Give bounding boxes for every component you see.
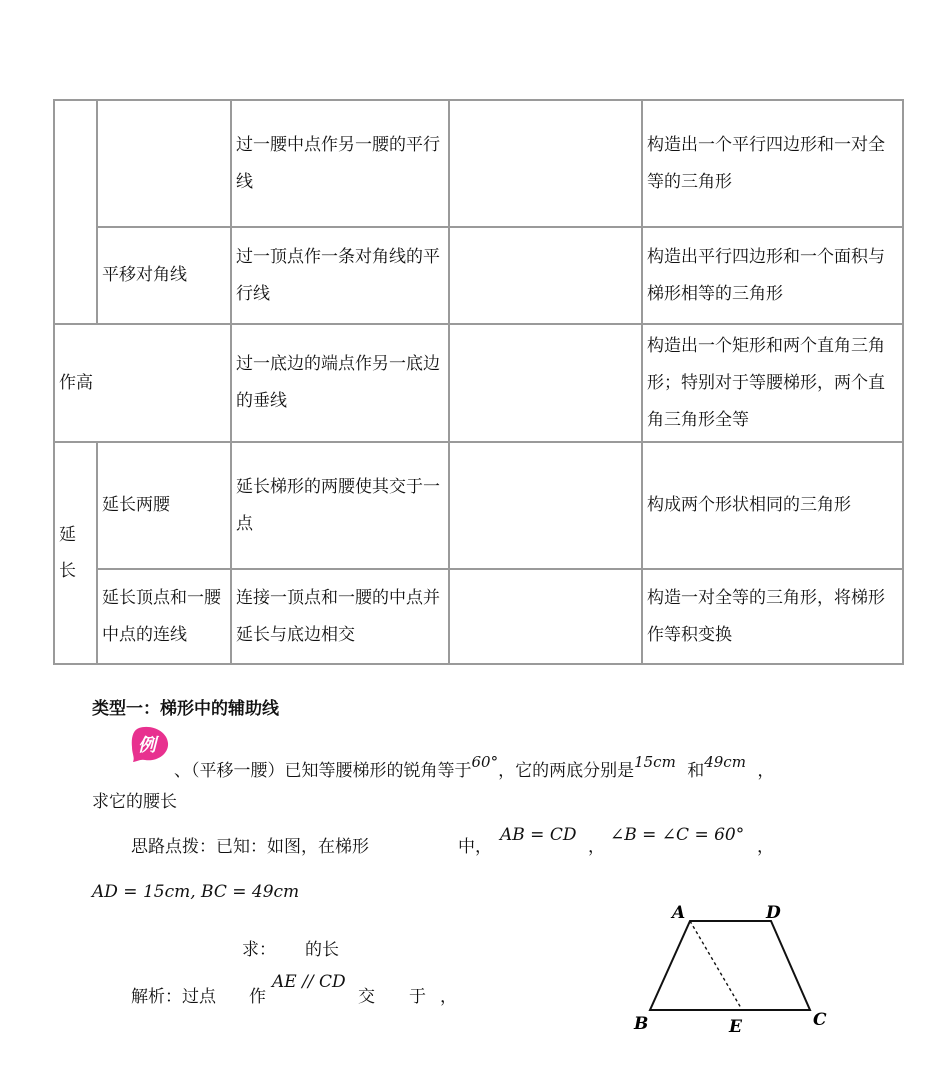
hint-eq3: AD = 15cm, BC = 49cm — [92, 882, 300, 902]
figure-cell — [449, 324, 642, 442]
solution-label: 解析：过点 — [131, 987, 216, 1007]
table-row — [54, 100, 903, 227]
group-cell — [54, 100, 97, 324]
solution-eq: AE // CD — [272, 972, 346, 992]
methods-table — [53, 99, 904, 665]
angle-value: 60° — [471, 753, 499, 771]
trapezoid-outline — [650, 921, 810, 1010]
table-row — [54, 324, 903, 442]
figure-cell — [449, 442, 642, 569]
method-cell: 平移对角线 — [97, 227, 231, 324]
table-row — [54, 569, 903, 664]
example-line — [174, 753, 775, 781]
method-cell: 延长两腰 — [97, 442, 231, 569]
vertex-label-a: A — [672, 903, 686, 923]
vertex-label-d: D — [766, 903, 781, 923]
group-cell: 作高 — [54, 324, 231, 442]
vertex-label-b: B — [634, 1014, 649, 1034]
vertex-label-c: C — [813, 1010, 827, 1030]
group-cell — [54, 442, 97, 664]
solution-zuo: 作 — [249, 987, 266, 1007]
hint-eq1: AB = CD — [500, 825, 577, 845]
example-text-d: ， — [757, 761, 775, 781]
solution-comma: ， — [440, 987, 457, 1007]
hint-comma1: ， — [588, 837, 605, 857]
method-cell — [97, 100, 231, 227]
hint-label: 思路点拨：已知：如图，在梯形 — [131, 837, 369, 857]
example-text-a: 、（平移一腰）已知等腰梯形的锐角等于 — [174, 761, 472, 781]
ask-label: 求： — [242, 940, 276, 960]
solution-jiao: 交 — [358, 987, 375, 1007]
base1-value: 15cm — [634, 753, 676, 771]
effect-cell: 构造一对全等的三角形，将梯形作等积变换 — [642, 569, 903, 664]
effect-cell: 构造出平行四边形和一个面积与梯形相等的三角形 — [642, 227, 903, 324]
construction-cell: 过一底边的端点作另一底边的垂线 — [231, 324, 449, 442]
section-title: 类型一：梯形中的辅助线 — [92, 699, 279, 719]
example-text-c: 和 — [687, 761, 705, 781]
hint-comma2: ， — [757, 837, 774, 857]
effect-cell: 构造出一个矩形和两个直角三角形；特别对于等腰梯形，两个直角三角形全等 — [642, 324, 903, 442]
effect-cell: 构造出一个平行四边形和一对全等的三角形 — [642, 100, 903, 227]
example-text-b: ，它的两底分别是 — [498, 761, 635, 781]
hint-eq2: ∠B = ∠C = 60° — [610, 825, 745, 845]
table-row — [54, 227, 903, 324]
construction-cell: 延长梯形的两腰使其交于一点 — [231, 442, 449, 569]
construction-cell: 连接一顶点和一腰的中点并延长与底边相交 — [231, 569, 449, 664]
table-row — [54, 442, 903, 569]
figure-cell — [449, 569, 642, 664]
example-badge — [129, 725, 171, 763]
figure-cell — [449, 100, 642, 227]
hint-mid: 中， — [458, 837, 492, 857]
trapezoid-figure — [620, 895, 840, 1040]
figure-cell — [449, 227, 642, 324]
example-badge-label: 例 — [138, 735, 156, 756]
ask-tail: 的长 — [305, 940, 339, 960]
example-question: 求它的腰长 — [92, 792, 177, 812]
method-cell: 延长顶点和一腰中点的连线 — [97, 569, 231, 664]
construction-cell: 过一顶点作一条对角线的平行线 — [231, 227, 449, 324]
auxiliary-line-ae — [690, 921, 741, 1008]
construction-cell: 过一腰中点作另一腰的平行线 — [231, 100, 449, 227]
base2-value: 49cm — [704, 753, 746, 771]
effect-cell: 构成两个形状相同的三角形 — [642, 442, 903, 569]
group-label: 延长 — [59, 525, 76, 581]
vertex-label-e: E — [729, 1017, 742, 1037]
solution-yu: 于 — [409, 987, 426, 1007]
